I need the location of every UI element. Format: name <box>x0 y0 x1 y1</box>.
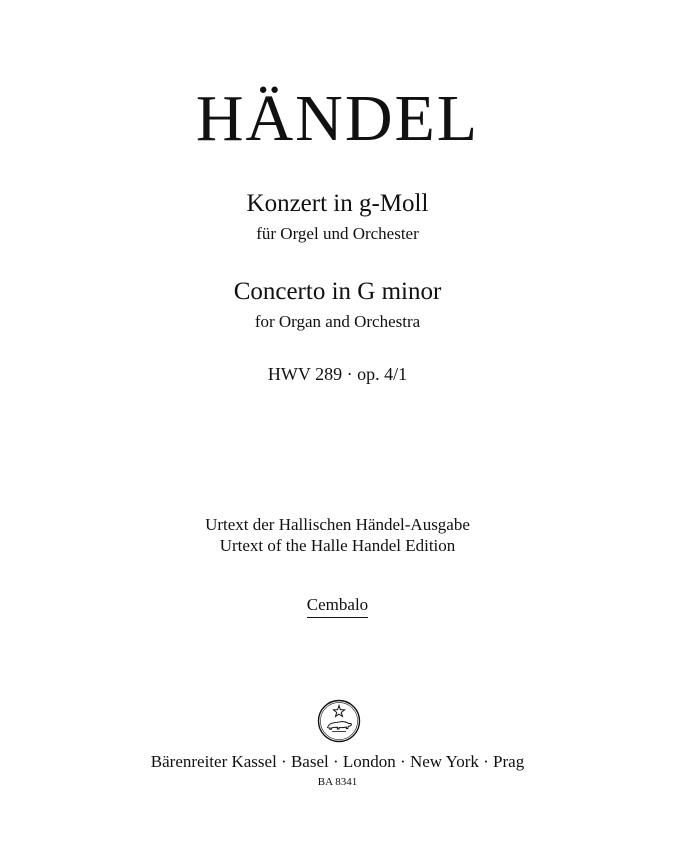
publisher-imprint: Bärenreiter Kassel · Basel · London · New York · Prag <box>150 752 525 771</box>
title-german: Konzert in g-Moll <box>246 190 429 217</box>
composer-name: HÄNDEL <box>195 82 480 155</box>
urtext-english: Urtext of the Halle Handel Edition <box>219 536 456 555</box>
subtitle-german: für Orgel und Orchester <box>256 224 419 243</box>
subtitle-english: for Organ and Orchestra <box>254 312 421 331</box>
catalog-number: BA 8341 <box>317 776 358 788</box>
urtext-german: Urtext der Hallischen Händel-Ausgabe <box>205 515 470 534</box>
part-label <box>0 596 675 618</box>
catalog-reference: HWV 289 · op. 4/1 <box>267 364 408 384</box>
baerenreiter-bear-logo-icon <box>317 699 361 743</box>
part-name: Cembalo <box>307 596 368 618</box>
title-english: Concerto in G minor <box>233 278 442 305</box>
